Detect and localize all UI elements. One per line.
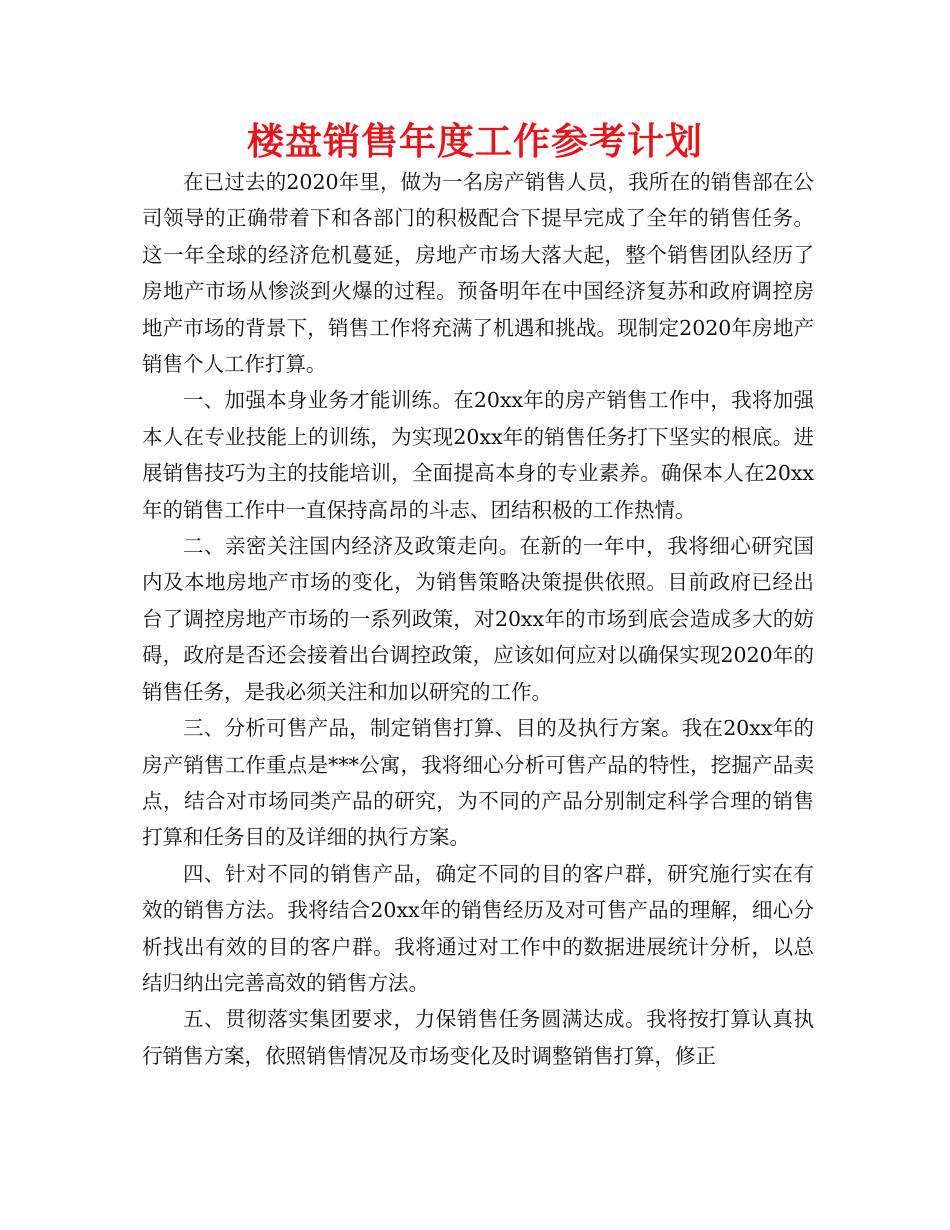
paragraph-item-4: 四、针对不同的销售产品，确定不同的目的客户群，研究施行实在有效的销售方法。我将结合20xx年的销售经历及对可售产品的理解，细心分析找出有效的目的客户群。我将通过对工作中的数据进展统计分析，以总结归纳出完善高效的销售方法。 (142, 861, 814, 995)
paragraph-intro: 在已过去的2020年里，做为一名房产销售人员，我所在的销售部在公司领导的正确带着下和各部门的积极配合下提早完成了全年的销售任务。这一年全球的经济危机蔓延，房地产市场大落大起，整个销售团队经历了房地产市场从惨淡到火爆的过程。预备明年在中国经济复苏和政府调控房地产市场的背景下，销售工作将充满了机遇和挑战。现制定2020年房地产销售个人工作打算。 (142, 170, 814, 377)
paragraph-item-5: 五、贯彻落实集团要求，力保销售任务圆满达成。我将按打算认真执行销售方案，依照销售情况及市场变化及时调整销售打算，修正 (142, 1007, 814, 1068)
paragraph-item-2: 二、亲密关注国内经济及政策走向。在新的一年中，我将细心研究国内及本地房地产市场的变化，为销售策略决策提供依照。目前政府已经出台了调控房地产市场的一系列政策，对20xx年的市场到底会造成多大的妨碍，政府是否还会接着出台调控政策，应该如何应对以确保实现2020年的销售任务，是我必须关注和加以研究的工作。 (142, 534, 814, 704)
document-body (142, 164, 814, 1074)
paragraph-item-1: 一、加强本身业务才能训练。在20xx年的房产销售工作中，我将加强本人在专业技能上的训练，为实现20xx年的销售任务打下坚实的根底。进展销售技巧为主的技能培训，全面提高本身的专业素养。确保本人在20xx年的销售工作中一直保持高昂的斗志、团结积极的工作热情。 (142, 388, 814, 522)
paragraph-item-3: 三、分析可售产品，制定销售打算、目的及执行方案。我在20xx年的房产销售工作重点是***公寓，我将细心分析可售产品的特性，挖掘产品卖点，结合对市场同类产品的研究，为不同的产品分别制定科学合理的销售打算和任务目的及详细的执行方案。 (142, 716, 814, 850)
page-title: 楼盘销售年度工作参考计划 (247, 120, 703, 163)
